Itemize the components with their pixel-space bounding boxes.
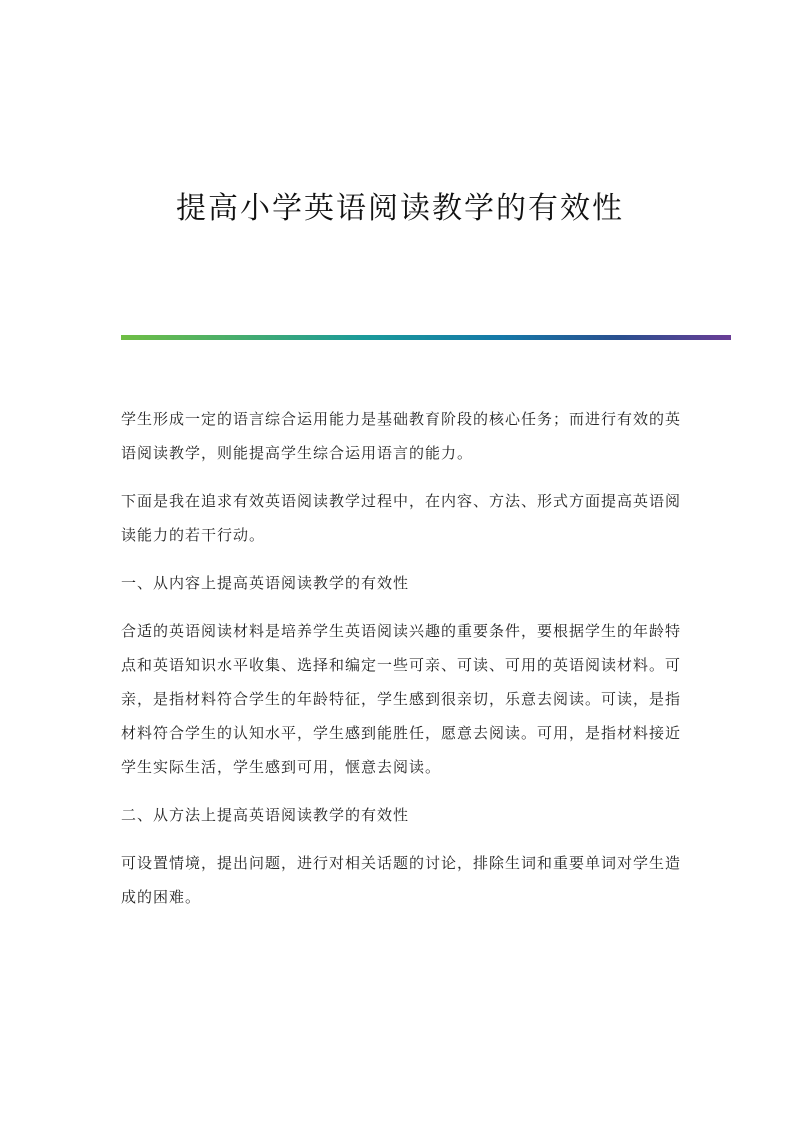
document-title: 提高小学英语阅读教学的有效性 (176, 191, 624, 226)
section-heading-content: 一、从内容上提高英语阅读教学的有效性 (121, 574, 410, 592)
section-heading-method: 二、从方法上提高英语阅读教学的有效性 (121, 806, 410, 824)
document-body (121, 402, 681, 928)
paragraph-intro: 学生形成一定的语言综合运用能力是基础教育阶段的核心任务；而进行有效的英语阅读教学，则能提高学生综合运用语言的能力。 (121, 410, 682, 462)
paragraph-method: 可设置情境，提出问题，进行对相关话题的讨论，排除生词和重要单词对学生造成的困难。 (121, 854, 682, 906)
paragraph-overview: 下面是我在追求有效英语阅读教学过程中，在内容、方法、形式方面提高英语阅读能力的若干行动。 (121, 492, 682, 544)
title-divider (121, 335, 731, 340)
paragraph-content: 合适的英语阅读材料是培养学生英语阅读兴趣的重要条件，要根据学生的年龄特点和英语知识水平收集、选择和编定一些可亲、可读、可用的英语阅读材料。可亲，是指材料符合学生的年龄特征，学生感到很亲切，乐意去阅读。可读，是指材料符合学生的认知水平，学生感到能胜任，愿意去阅读。可用，是指材料接近学生实际生活，学生感到可用，惬意去阅读。 (121, 622, 682, 776)
